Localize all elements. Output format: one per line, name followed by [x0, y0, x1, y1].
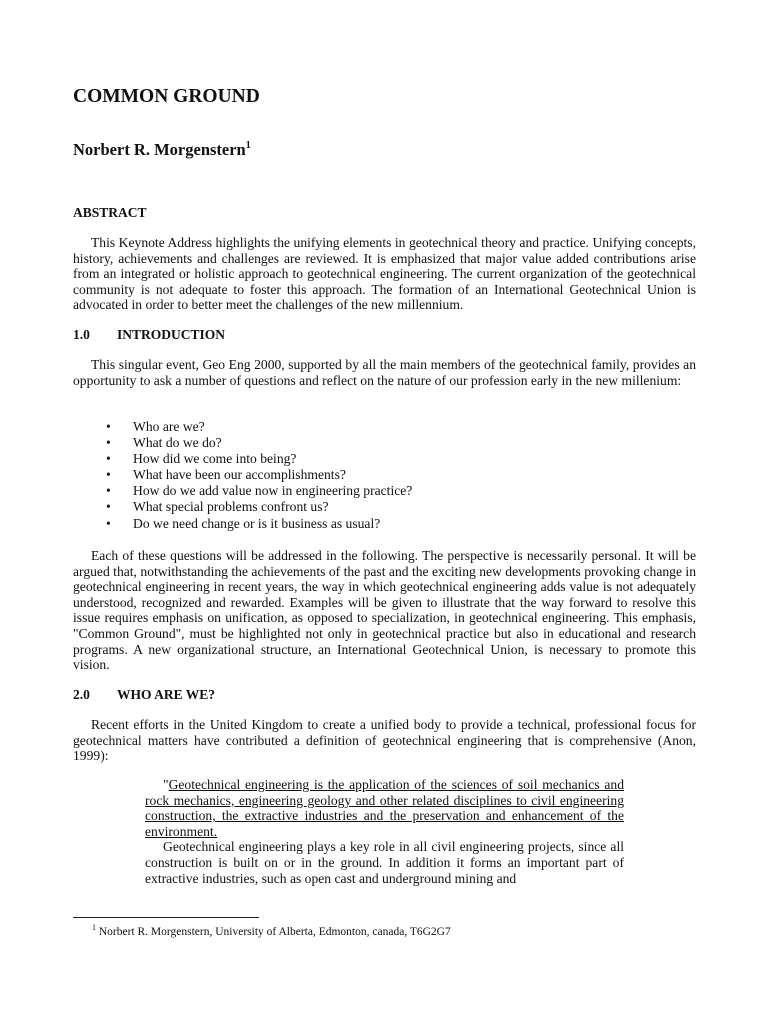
section-heading-introduction [73, 327, 225, 343]
who-are-we-paragraph [73, 717, 696, 764]
author-footnote-mark: 1 [245, 139, 251, 151]
definition-quote [145, 777, 624, 886]
section-number: 2.0 [73, 687, 90, 702]
section-heading-who-are-we [73, 687, 215, 703]
quote-open-mark: " [163, 777, 169, 792]
list-item: • What special problems confront us? [106, 499, 329, 515]
paper-title: COMMON GROUND [73, 86, 260, 107]
list-item: • How did we come into being? [106, 451, 297, 467]
list-item: • Do we need change or is it business as usual? [106, 515, 381, 531]
introduction-text: This singular event, Geo Eng 2000, supported by all the main members of the geotechnical family, provides an opportunity to ask a number of questions and reflect on the nature of our profession early in the new millenium: [73, 357, 696, 388]
abstract-text: This Keynote Address highlights the unifying elements in geotechnical theory and practice. Unifying concepts, history, achievements and challenges are reviewed. It is emphasized that major value added contributions arise from an integrated or holistic approach to geotechnical engineering. The current organization of the geotechnical community is not adequate to foster this approach. The formation of an International Geotechnical Union is advocated in order to better meet the challenges of the new millennium. [73, 235, 696, 313]
list-item: • What do we do? [106, 435, 222, 451]
quote-continued-text: Geotechnical engineering plays a key role in all civil engineering projects, since all construction is built on or in the ground. In addition it forms an important part of extractive industries, such as open cast and underground mining and [145, 839, 624, 886]
introduction-closing-text: Each of these questions will be addressed in the following. The perspective is necessarily personal. It will be argued that, notwithstanding the achievements of the past and the exciting new developments provoking change in geotechnical engineering in recent years, the way in which geotechnical engineering adds value is not adequately understood, recognized and rewarded. Examples will be given to illustrate that the way forward to resolve this issue requires emphasis on unification, as opposed to specialization, in geotechnical engineering. This emphasis, "Common Ground", must be highlighted not only in geotechnical practice but also in educational and research programs. A new organizational structure, an International Geotechnical Union, is necessary to promote this vision. [73, 548, 696, 673]
list-item: • Who are we? [106, 419, 205, 434]
footnote-divider [73, 917, 259, 918]
bullet-icon: • [106, 451, 111, 467]
list-item: • How do we add value now in engineering practice? [106, 483, 413, 499]
section-title: INTRODUCTION [117, 327, 226, 342]
footnote [92, 923, 451, 938]
author-name: Norbert R. Morgenstern [73, 140, 246, 159]
bullet-icon: • [106, 435, 111, 451]
bullet-icon: • [106, 483, 111, 499]
list-item: • What have been our accomplishments? [106, 467, 346, 483]
author-line [73, 140, 251, 160]
bullet-icon: • [106, 467, 111, 483]
who-are-we-text: Recent efforts in the United Kingdom to create a unified body to provide a technical, professional focus for geotechnical matters have contributed a definition of geotechnical engineering that is comprehensive (Anon, 1999): [73, 717, 696, 764]
bullet-icon: • [106, 515, 111, 531]
introduction-closing-paragraph [73, 548, 696, 673]
section-number: 1.0 [73, 327, 90, 342]
abstract-paragraph [73, 235, 696, 313]
footnote-text: Norbert R. Morgenstern, University of Alberta, Edmonton, canada, T6G2G7 [98, 925, 451, 938]
bullet-icon: • [106, 499, 111, 515]
abstract-heading: ABSTRACT [73, 205, 147, 220]
bullet-icon: • [106, 419, 111, 434]
question-list [106, 419, 412, 532]
footnote-mark: 1 [92, 923, 96, 932]
introduction-paragraph [73, 357, 696, 388]
quote-definition-text: Geotechnical engineering is the application of the sciences of soil mechanics and rock mechanics, engineering geology and other related disciplines to civil engineering construction, the extractive industries and the preservation and enhancement of the environment. [145, 777, 624, 839]
section-title: WHO ARE WE? [117, 687, 216, 702]
